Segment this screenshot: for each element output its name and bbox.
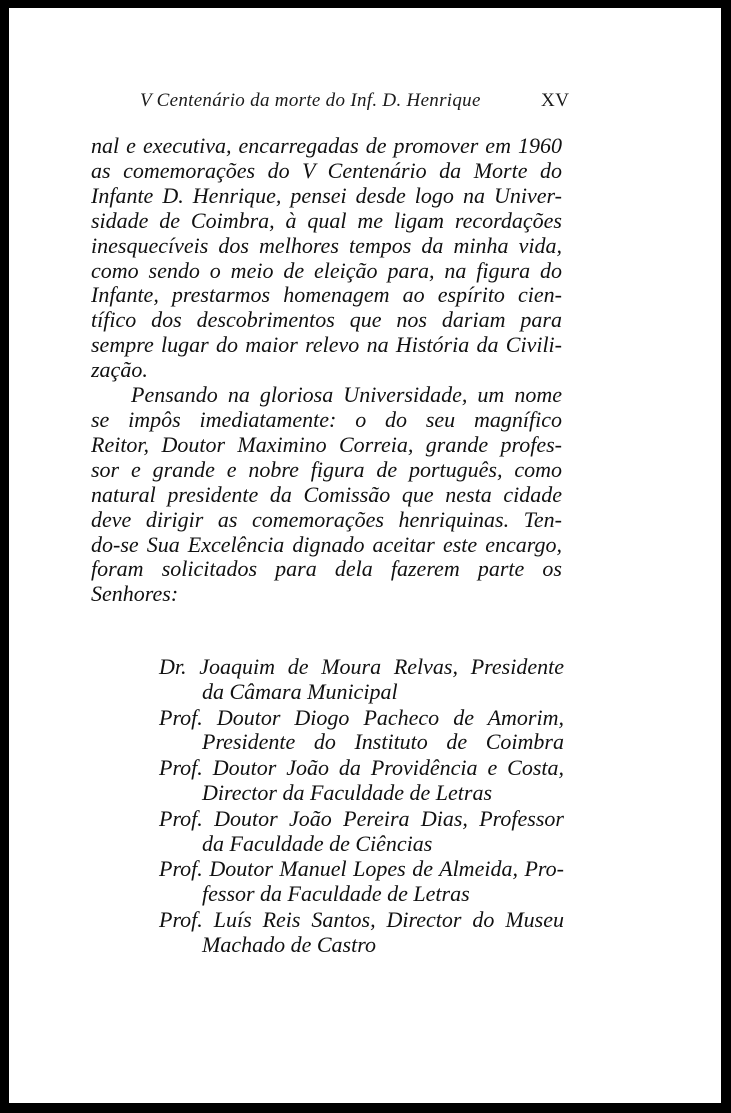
text-line: como sendo o meio de eleição para, na figura do: [91, 258, 562, 283]
text-line: tífico dos descobrimentos que nos dariam para: [91, 308, 562, 333]
text-line: Infante, prestarmos homenagem ao espírito cien-: [91, 283, 562, 308]
text-line: inesquecíveis dos melhores tempos da minha vida,: [91, 233, 562, 258]
list-item: [159, 756, 564, 806]
running-title: V Centenário da morte do Inf. D. Henrique: [140, 90, 481, 111]
member-list: [159, 655, 564, 959]
text-line: se impôs imediatamente: o do seu magnífico: [91, 407, 562, 432]
list-item: [159, 857, 564, 907]
document-page: [9, 8, 721, 1103]
list-item: [159, 807, 564, 857]
member-name: Prof. Doutor Manuel Lopes de Almeida, Pro-: [159, 856, 564, 882]
paragraph: [91, 383, 562, 607]
text-line: sempre lugar do maior relevo na História da Civili-: [91, 333, 562, 358]
text-line: sor e grande e nobre figura de português, como: [91, 457, 562, 482]
text-line: as comemorações do V Centenário da Morte do: [91, 158, 562, 183]
member-name: Prof. Doutor João Pereira Dias, Professor: [159, 805, 564, 831]
member-name: Dr. Joaquim de Moura Relvas, Presidente: [159, 654, 564, 679]
text-line: nal e executiva, encarregadas de promover em 1960: [91, 134, 562, 158]
page-number: XV: [541, 90, 570, 111]
paragraph: [91, 134, 562, 383]
running-header: [9, 90, 721, 116]
body-text: [91, 134, 562, 607]
text-line: deve dirigir as comemorações henriquinas. Ten-: [91, 507, 562, 532]
text-line: natural presidente da Comissão que nesta cidade: [91, 482, 562, 507]
text-line: sidade de Coimbra, à qual me ligam recordações: [91, 208, 562, 233]
member-name: Prof. Luís Reis Santos, Director do Museu: [159, 906, 564, 932]
member-role: fessor da Faculdade de Letras: [202, 881, 470, 907]
list-item: [159, 908, 564, 958]
list-item: [159, 655, 564, 705]
list-item: [159, 706, 564, 756]
member-role: Presidente do Instituto de Coimbra: [202, 729, 564, 755]
member-role: da Câmara Municipal: [202, 678, 398, 704]
text-line: zação.: [91, 358, 148, 383]
text-line: Senhores:: [91, 582, 179, 607]
text-line: Reitor, Doutor Maximino Correia, grande profes-: [91, 432, 562, 457]
text-line: Infante D. Henrique, pensei desde logo na Univer-: [91, 183, 562, 208]
text-line: Pensando na gloriosa Universidade, um nome: [131, 383, 562, 408]
text-line: do-se Sua Excelência dignado aceitar este encargo,: [91, 532, 562, 557]
text-line: foram solicitados para dela fazerem parte os: [91, 557, 562, 582]
member-name: Prof. Doutor João da Providência e Costa,: [159, 755, 564, 781]
member-role: Director da Faculdade de Letras: [202, 779, 493, 805]
member-role: da Faculdade de Ciências: [202, 830, 433, 856]
member-role: Machado de Castro: [202, 931, 376, 957]
member-name: Prof. Doutor Diogo Pacheco de Amorim,: [159, 704, 564, 730]
